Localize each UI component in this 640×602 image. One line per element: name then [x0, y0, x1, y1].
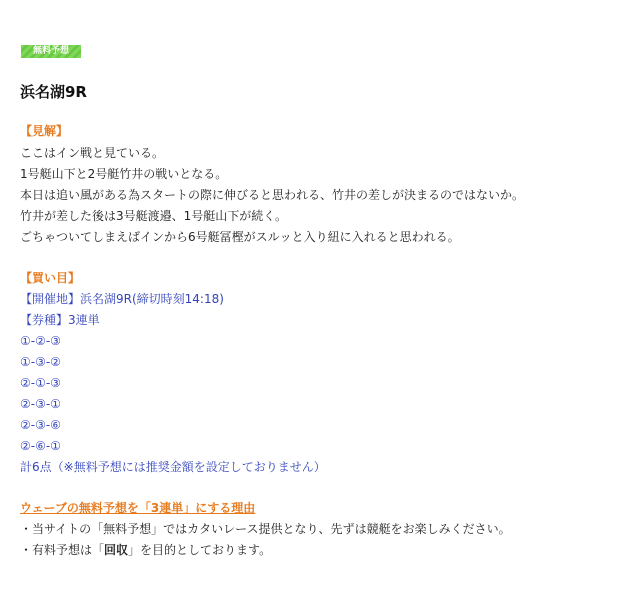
opinion-heading: 【見解】 — [20, 124, 69, 138]
free-prediction-badge: 無料予想 — [21, 45, 81, 58]
opinion-line: 1号艇山下と2号艇竹井の戦いとなる。 — [20, 167, 228, 181]
pick-combo: ②-①-③ — [20, 376, 61, 390]
reason-heading-link[interactable]: ウェーブの無料予想を「3連単」にする理由 — [20, 501, 256, 515]
pick-combo: ①-③-② — [20, 355, 61, 369]
pick-combo: ①-②-③ — [20, 334, 61, 348]
pick-combo: ②-⑥-① — [20, 439, 61, 453]
picks-ticket-type: 【券種】3連単 — [20, 313, 100, 327]
reason-line-suffix: 」を目的としております。 — [128, 543, 272, 557]
race-title: 浜名湖9R — [20, 83, 87, 101]
picks-heading: 【買い目】 — [20, 271, 81, 285]
reason-line-emphasis: 回収 — [104, 543, 129, 557]
opinion-line: ここはイン戦と見ている。 — [20, 146, 165, 160]
pick-combo: ②-③-① — [20, 397, 61, 411]
opinion-line: 本日は追い風がある為スタートの際に伸びると思われる、竹井の差しが決まるのではないか。 — [20, 188, 525, 202]
opinion-line: ごちゃついてしまえばインから6号艇冨樫がスルッと入り紐に入れると思われる。 — [20, 230, 460, 244]
pick-combo: ②-③-⑥ — [20, 418, 61, 432]
picks-total: 計6点（※無料予想には推奨金額を設定しておりません） — [20, 460, 326, 474]
reason-line: ・当サイトの「無料予想」ではカタいレース提供となり、先ずは競艇をお楽しみください。 — [20, 522, 511, 536]
opinion-line: 竹井が差した後は3号艇渡邉、1号艇山下が続く。 — [20, 209, 288, 223]
reason-line-prefix: ・有料予想は「 — [20, 543, 105, 557]
picks-venue: 【開催地】浜名湖9R(締切時刻14:18) — [20, 292, 224, 306]
reason-line — [20, 542, 271, 558]
